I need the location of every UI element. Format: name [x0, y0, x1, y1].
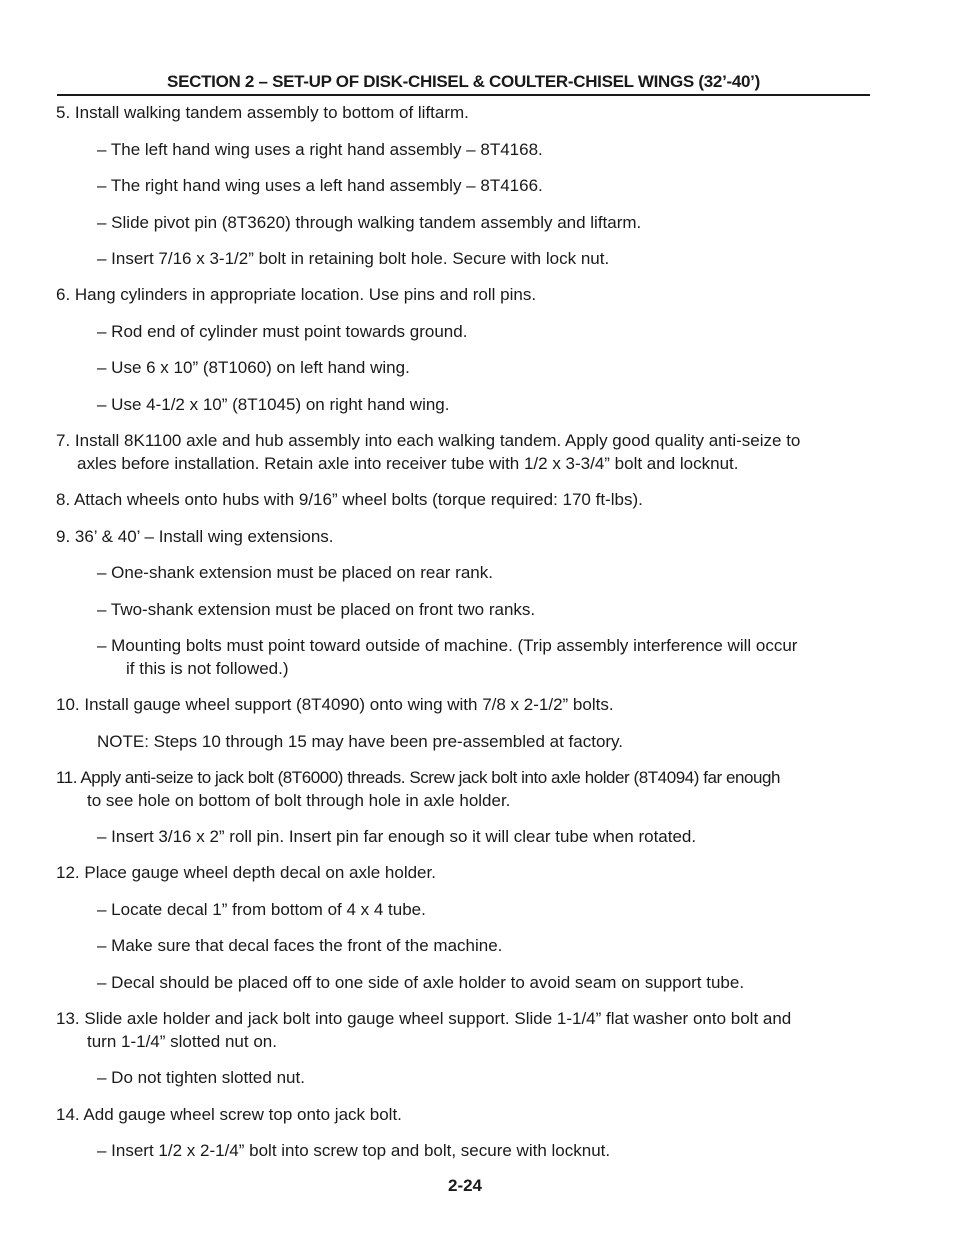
- step-5-sub-1: – The left hand wing uses a right hand assembly – 8T4168.: [97, 140, 543, 159]
- step-12-sub-3: – Decal should be placed off to one side of axle holder to avoid seam on support tube.: [97, 973, 745, 992]
- step-11-sub-1: – Insert 3/16 x 2” roll pin. Insert pin far enough so it will clear tube when rotated.: [97, 827, 697, 846]
- step-6-sub-1: – Rod end of cylinder must point towards ground.: [97, 322, 468, 341]
- step-10: 10. Install gauge wheel support (8T4090) onto wing with 7/8 x 2-1/2” bolts.: [56, 695, 614, 714]
- step-5: 5. Install walking tandem assembly to bottom of liftarm.: [56, 103, 469, 122]
- step-14: 14. Add gauge wheel screw top onto jack bolt.: [56, 1105, 402, 1124]
- step-5-sub-3: – Slide pivot pin (8T3620) through walking tandem assembly and liftarm.: [97, 213, 642, 232]
- step-12: 12. Place gauge wheel depth decal on axle holder.: [56, 863, 436, 882]
- step-9-sub-2: – Two-shank extension must be placed on front two ranks.: [97, 600, 536, 619]
- step-9-sub-3: – Mounting bolts must point toward outside of machine. (Trip assembly interference will occur: [97, 636, 798, 655]
- step-10-note: NOTE: Steps 10 through 15 may have been pre-assembled at factory.: [97, 732, 624, 751]
- step-13-cont: turn 1-1/4” slotted nut on.: [87, 1032, 277, 1051]
- title-rule: [57, 94, 870, 96]
- step-5-sub-2: – The right hand wing uses a left hand assembly – 8T4166.: [97, 176, 543, 195]
- step-14-sub-1: – Insert 1/2 x 2-1/4” bolt into screw top and bolt, secure with locknut.: [97, 1141, 611, 1160]
- step-13-sub-1: – Do not tighten slotted nut.: [97, 1068, 305, 1087]
- step-9-sub-1: – One-shank extension must be placed on rear rank.: [97, 563, 493, 582]
- step-9: 9. 36’ & 40’ – Install wing extensions.: [56, 527, 334, 546]
- step-6: 6. Hang cylinders in appropriate location. Use pins and roll pins.: [56, 285, 537, 304]
- step-7-cont: axles before installation. Retain axle into receiver tube with 1/2 x 3-3/4” bolt and locknut.: [77, 454, 739, 473]
- step-11: 11. Apply anti-seize to jack bolt (8T6000) threads. Screw jack bolt into axle holder (8T4094) far enough: [56, 768, 780, 787]
- step-11-cont: to see hole on bottom of bolt through hole in axle holder.: [87, 791, 511, 810]
- step-5-sub-4: – Insert 7/16 x 3-1/2” bolt in retaining bolt hole. Secure with lock nut.: [97, 249, 610, 268]
- step-6-sub-3: – Use 4-1/2 x 10” (8T1045) on right hand wing.: [97, 395, 450, 414]
- step-13: 13. Slide axle holder and jack bolt into gauge wheel support. Slide 1-1/4” flat washer onto bolt and: [56, 1009, 792, 1028]
- step-8: 8. Attach wheels onto hubs with 9/16” wheel bolts (torque required: 170 ft-lbs).: [56, 490, 643, 509]
- section-title: SECTION 2 – SET-UP OF DISK-CHISEL & COULTER-CHISEL WINGS (32’-40’): [167, 72, 760, 91]
- page-number: 2-24: [447, 1176, 483, 1195]
- step-12-sub-1: – Locate decal 1” from bottom of 4 x 4 tube.: [97, 900, 426, 919]
- step-9-sub-3-cont: if this is not followed.): [126, 659, 289, 678]
- step-7: 7. Install 8K1100 axle and hub assembly into each walking tandem. Apply good quality anti-seize to: [56, 431, 801, 450]
- step-6-sub-2: – Use 6 x 10” (8T1060) on left hand wing.: [97, 358, 410, 377]
- step-12-sub-2: – Make sure that decal faces the front of the machine.: [97, 936, 503, 955]
